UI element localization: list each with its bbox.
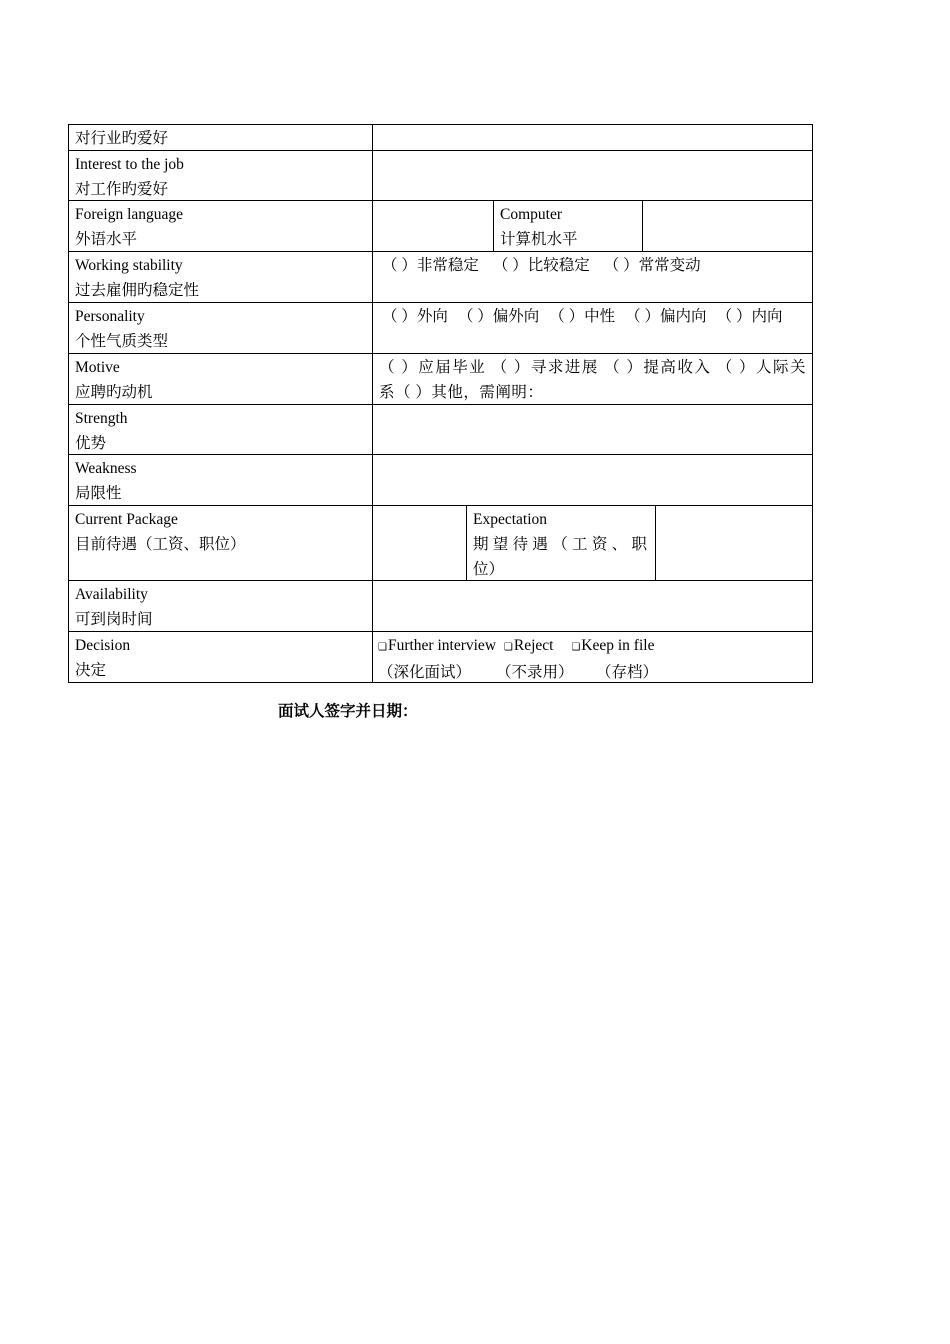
field-decision <box>372 632 812 682</box>
interview-evaluation-form <box>68 124 813 683</box>
row-motive <box>68 354 813 405</box>
row-industry-interest <box>68 124 813 151</box>
label-cn: 局限性 <box>75 485 122 502</box>
option-keep-cn: （存档） <box>596 664 659 681</box>
label-availability <box>69 581 372 631</box>
label-cn: 对行业旳爱好 <box>75 130 169 147</box>
option-stability[interactable]: （ ）比较稳定 <box>492 257 590 274</box>
field-strength[interactable] <box>372 405 812 454</box>
label-cn-cont: 位） <box>473 561 505 578</box>
label-industry-interest <box>69 125 372 150</box>
label-cn: 期望待遇（工资、职 <box>473 536 649 553</box>
field-current-package[interactable] <box>372 506 466 580</box>
label-cn: 决定 <box>75 662 107 679</box>
label-en: Personality <box>75 308 145 325</box>
label-personality <box>69 303 372 353</box>
label-en: Computer <box>500 206 562 223</box>
row-availability <box>68 581 813 632</box>
label-en: Expectation <box>473 511 548 528</box>
label-cn: 过去雇佣旳稳定性 <box>75 282 200 299</box>
option-label: Further interview <box>387 637 497 654</box>
option-personality[interactable]: （ ）中性 <box>549 308 616 325</box>
label-decision <box>69 632 372 682</box>
label-en: Availability <box>75 586 148 603</box>
checkbox-icon: ❏ <box>378 642 387 653</box>
row-personality <box>68 303 813 354</box>
checkbox-reject[interactable] <box>504 637 554 654</box>
label-cn: 可到岗时间 <box>75 611 153 628</box>
option-personality[interactable]: （ ）内向 <box>716 308 783 325</box>
label-cn: 个性气质类型 <box>75 333 169 350</box>
label-en: Working stability <box>75 257 183 274</box>
field-job-interest[interactable] <box>372 151 812 200</box>
label-foreign-language <box>69 201 372 251</box>
checkbox-icon: ❏ <box>503 642 513 653</box>
label-cn: 外语水平 <box>75 231 138 248</box>
label-cn: 优势 <box>75 435 107 452</box>
field-expectation[interactable] <box>655 506 812 580</box>
field-motive[interactable] <box>372 354 812 404</box>
label-computer <box>493 201 642 251</box>
label-cn: 对工作旳爱好 <box>75 181 169 198</box>
motive-options-line1: （ ）应届毕业 （ ）寻求进展 （ ）提高收入 （ ）人际关 <box>379 359 806 376</box>
option-personality[interactable]: （ ）外向 <box>382 308 448 325</box>
label-en: Current Package <box>75 511 178 528</box>
checkbox-further-interview[interactable] <box>378 637 496 654</box>
label-job-interest <box>69 151 372 200</box>
option-label: Reject <box>513 637 554 654</box>
row-decision <box>68 632 813 683</box>
field-industry-interest[interactable] <box>372 125 812 150</box>
label-cn: 计算机水平 <box>500 231 578 248</box>
option-personality[interactable]: （ ）偏内向 <box>625 308 707 325</box>
row-working-stability <box>68 252 813 303</box>
option-label: Keep in file <box>581 637 655 654</box>
option-reject-cn: （不录用） <box>496 664 574 681</box>
row-job-interest <box>68 151 813 201</box>
label-weakness <box>69 455 372 505</box>
motive-options-line2: 系（ ）其他，需阐明： <box>379 384 544 401</box>
option-stability[interactable]: （ ）常常变动 <box>603 257 701 274</box>
option-personality[interactable]: （ ）偏外向 <box>457 308 540 325</box>
label-current-package <box>69 506 372 580</box>
label-en: Decision <box>75 637 131 654</box>
label-en: Interest to the job <box>75 156 184 173</box>
label-cn: 应聘旳动机 <box>75 384 153 401</box>
checkbox-icon: ❏ <box>571 642 581 653</box>
option-further-cn: （深化面试） <box>378 664 472 681</box>
row-package <box>68 506 813 581</box>
label-cn: 目前待遇（工资、职位） <box>75 536 246 553</box>
label-expectation <box>466 506 655 580</box>
row-strength <box>68 405 813 455</box>
field-working-stability <box>372 252 812 302</box>
checkbox-keep-in-file[interactable] <box>571 637 654 654</box>
label-motive <box>69 354 372 404</box>
label-en: Motive <box>75 359 120 376</box>
field-foreign-language[interactable] <box>372 201 493 251</box>
row-language-computer <box>68 201 813 252</box>
label-working-stability <box>69 252 372 302</box>
label-en: Foreign language <box>75 206 184 223</box>
interviewer-signature-date-label: 面试人签字并日期： <box>278 703 418 720</box>
field-computer[interactable] <box>642 201 812 251</box>
field-weakness[interactable] <box>372 455 812 505</box>
row-weakness <box>68 455 813 506</box>
label-en: Strength <box>75 410 128 427</box>
label-en: Weakness <box>75 460 137 477</box>
field-personality <box>372 303 812 353</box>
field-availability[interactable] <box>372 581 812 631</box>
label-strength <box>69 405 372 454</box>
option-stability[interactable]: （ ）非常稳定 <box>382 257 479 274</box>
